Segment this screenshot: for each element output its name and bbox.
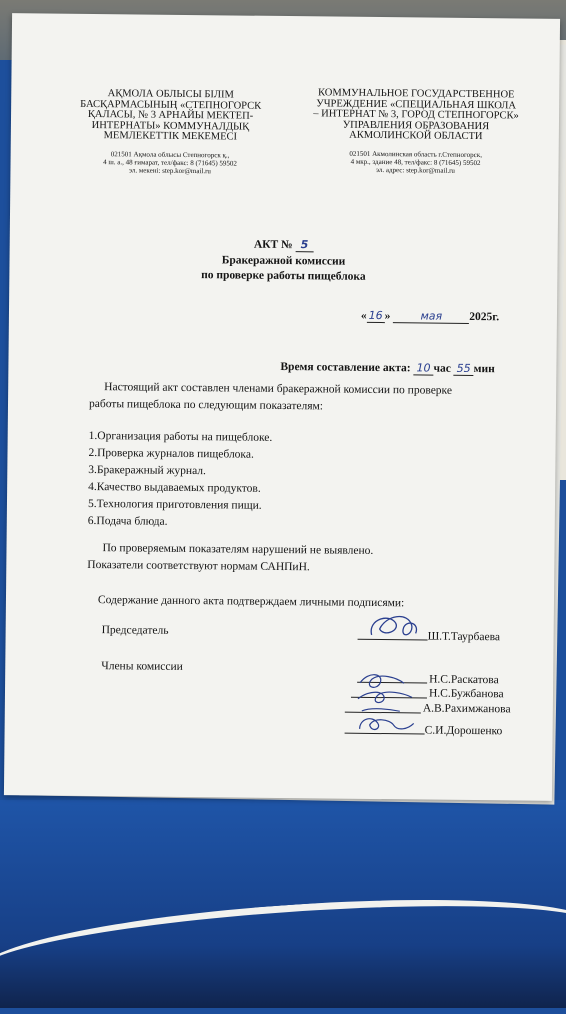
signature-chair: [365, 609, 425, 648]
header-right-line: УЧРЕЖДЕНИЕ «СПЕЦИАЛЬНАЯ ШКОЛА: [316, 97, 517, 111]
header-left-line: ҚАЛАСЫ, № 3 АРНАЙЫ МЕКТЕП-: [87, 108, 254, 122]
act-subtitle-2: по проверке работы пищеблока: [201, 269, 366, 283]
document-page: [4, 13, 560, 801]
time-hours-unit: час: [433, 362, 451, 375]
header-left-line: АҚМОЛА ОБЛЫСЫ БІЛІМ: [107, 88, 234, 101]
header-left-title: [63, 89, 279, 144]
date-month: мая: [393, 309, 469, 324]
chair-label: Председатель: [101, 624, 169, 637]
result-line-2: Показатели соответствуют нормам САНПиН.: [87, 558, 310, 574]
time-hours: 10: [413, 361, 433, 375]
date-year: 2025г.: [469, 310, 500, 324]
date-quote: »: [384, 310, 391, 323]
header-left-line: ИНТЕРНАТЫ» КОММУНАЛДЫҚ: [91, 119, 250, 133]
address-line: 4 ш. а., 48 ғимарат, тел/факс: 8 (71645) 59502: [103, 157, 237, 168]
address-line: 021501 Ақмола облысы Степногорск қ.,: [110, 149, 230, 159]
list-item: 4.Качество выдаваемых продуктов.: [88, 480, 261, 495]
header-left: [62, 89, 278, 176]
list-item: 6.Подача блюда.: [87, 514, 168, 528]
member-name: А.В.Рахимжанова: [422, 702, 511, 716]
date-quote: «: [360, 309, 367, 322]
act-number: 5: [295, 238, 313, 252]
address-line: 4 мкр., здание 48, тел/факс: 8 (71645) 59502: [350, 157, 481, 167]
address-line: эл. адрес: step.kor@mail.ru: [375, 165, 455, 175]
header-right-line: УПРАВЛЕНИЯ ОБРАЗОВАНИЯ: [342, 119, 490, 132]
result-line-1: По проверяемым показателям нарушений не выявлено.: [102, 542, 374, 557]
members-label: Члены комиссии: [101, 660, 183, 673]
header-right-address: [300, 149, 530, 175]
signature-members: [349, 663, 430, 744]
act-time: [280, 360, 495, 376]
time-label: Время составление акта:: [280, 360, 411, 375]
list-item: 1.Организация работы на пищеблоке.: [88, 429, 273, 444]
header-right-title: [301, 88, 532, 143]
indicator-list: [88, 428, 273, 532]
time-minutes: 55: [454, 362, 474, 376]
intro-line-1: Настоящий акт составлен членами бракеражной комиссии по проверке: [104, 381, 453, 397]
list-item: 5.Технология приготовления пищи.: [87, 497, 262, 512]
time-minutes-unit: мин: [473, 363, 495, 376]
header-left-address: [62, 149, 277, 175]
confirm-line: Содержание данного акта подтверждаем личными подписями:: [97, 594, 405, 610]
header-right-line: АКМОЛИНСКОЙ ОБЛАСТИ: [349, 129, 483, 143]
list-item: 2.Проверка журналов пищеблока.: [88, 446, 254, 461]
list-item: 3.Бракеражный журнал.: [88, 463, 207, 478]
address-line: 021501 Акмолинская область г.Степногорск,: [349, 149, 483, 159]
act-subtitle-1: Бракеражной комиссии: [221, 254, 346, 268]
member-name: С.И.Дорошенко: [424, 724, 503, 738]
act-date: [361, 309, 499, 324]
address-line: эл. мекенi: step.kor@mail.ru: [128, 165, 211, 175]
chair-name: Ш.Т.Таурбаева: [427, 630, 501, 644]
act-title: [10, 235, 558, 255]
header-left-line: МЕМЛЕКЕТТІК МЕКЕМЕСІ: [103, 130, 238, 143]
date-day: 16: [367, 309, 385, 323]
header-right: [300, 88, 531, 175]
intro-line-2: работы пищеблока по следующим показателям:: [88, 397, 324, 413]
header-right-line: КОММУНАЛЬНОЕ ГОСУДАРСТВЕННОЕ: [318, 87, 515, 101]
header-right-line: – ИНТЕРНАТ № 3, ГОРОД СТЕПНОГОРСК»: [313, 108, 519, 122]
member-name: Н.С.Бужбанова: [428, 687, 504, 701]
header-left-line: БАСҚАРМАСЫНЫҢ «СТЕПНОГОРСК: [80, 98, 262, 112]
member-name: Н.С.Раскатова: [429, 673, 499, 687]
act-title-prefix: АКТ №: [253, 238, 293, 252]
